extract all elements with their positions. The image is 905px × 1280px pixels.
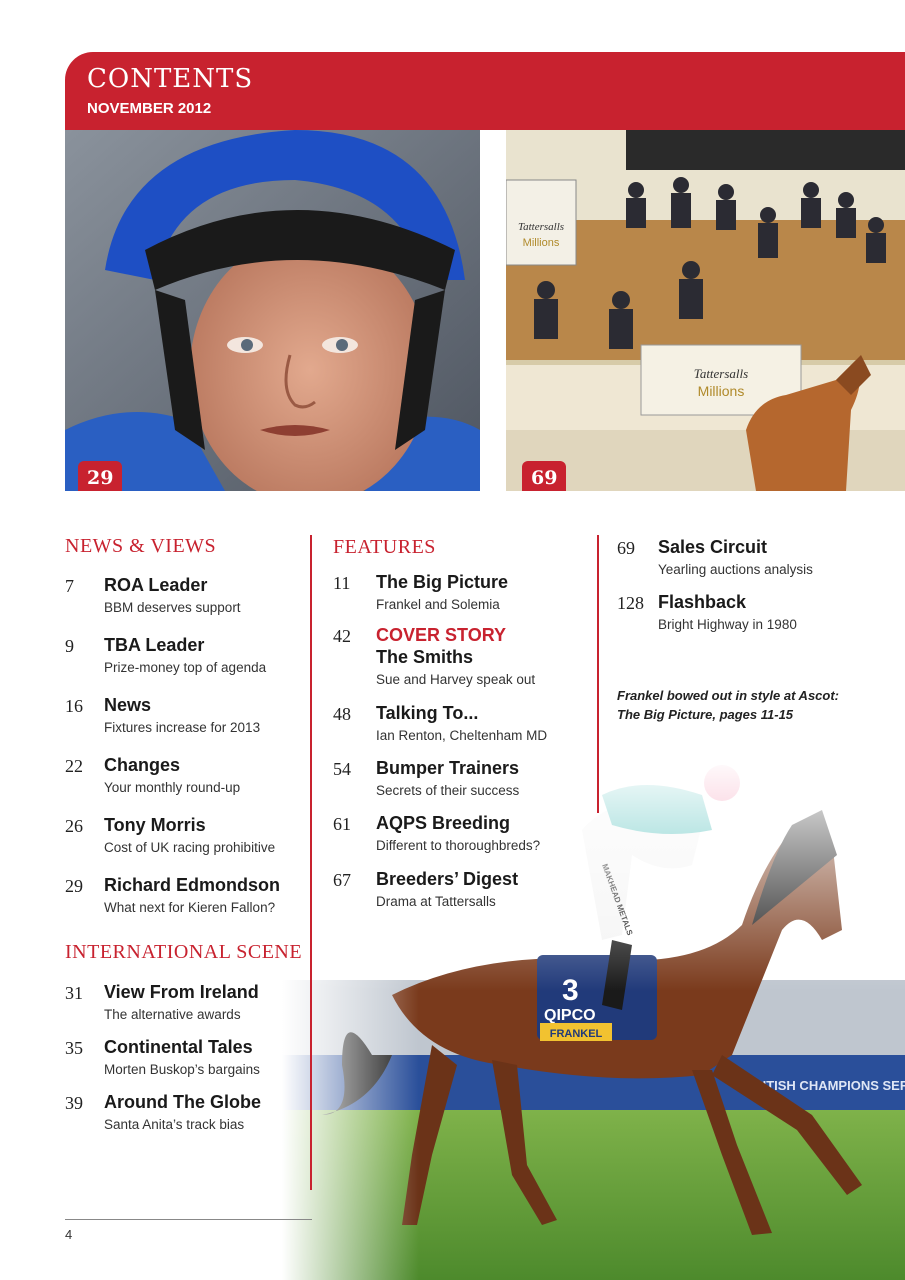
jockey-portrait-illustration: [65, 130, 480, 491]
toc-title: Bumper Trainers: [376, 758, 520, 778]
toc-title: TBA Leader: [104, 635, 205, 655]
page-badge-29[interactable]: 29: [78, 461, 122, 491]
toc-page-number: 9: [65, 636, 74, 656]
toc-page-number: 39: [65, 1093, 83, 1113]
toc-subtitle: Santa Anita’s track bias: [104, 1117, 245, 1132]
toc-subtitle: Fixtures increase for 2013: [104, 720, 261, 735]
toc-title: Changes: [104, 755, 181, 775]
sales-ring-photo[interactable]: [506, 130, 905, 491]
rostrum-tattersalls-text: Tattersalls: [693, 366, 749, 381]
toc-subtitle: Secrets of their success: [376, 783, 520, 798]
toc-title: Continental Tales: [104, 1037, 253, 1057]
caption-line-1: Frankel bowed out in style at Ascot:: [617, 688, 839, 703]
toc-subtitle: Bright Highway in 1980: [658, 617, 797, 632]
toc-subtitle: Drama at Tattersalls: [376, 894, 496, 909]
jockey-portrait-photo[interactable]: [65, 130, 480, 491]
toc-title: Talking To...: [376, 703, 479, 723]
toc-page-number: 7: [65, 576, 74, 596]
toc-title: The Smiths: [376, 647, 474, 667]
toc-subtitle: Ian Renton, Cheltenham MD: [376, 728, 548, 743]
section-heading-news-views: NEWS & VIEWS: [65, 535, 217, 557]
toc-title: ROA Leader: [104, 575, 208, 595]
toc-page-number: 29: [65, 876, 83, 896]
toc-subtitle: Yearling auctions analysis: [658, 562, 813, 577]
toc-subtitle: Sue and Harvey speak out: [376, 672, 536, 687]
toc-page-number: 48: [333, 704, 351, 724]
toc-subtitle: Prize-money top of agenda: [104, 660, 267, 675]
toc-title: Richard Edmondson: [104, 875, 281, 895]
toc-page-number: 31: [65, 983, 83, 1003]
page-number: 4: [65, 1227, 73, 1242]
toc-page-number: 26: [65, 816, 83, 836]
toc-page-number: 128: [617, 593, 644, 613]
toc-subtitle: Your monthly round-up: [104, 780, 241, 795]
page-badge-69[interactable]: 69: [522, 461, 566, 491]
sales-ring-illustration: [506, 130, 905, 491]
toc-title: View From Ireland: [104, 982, 259, 1002]
toc-page-number: 11: [333, 573, 351, 593]
column-divider-2: [597, 535, 599, 813]
millions-sign-text: Millions: [522, 237, 560, 249]
toc-page-number: 16: [65, 696, 83, 716]
section-heading-features: FEATURES: [333, 536, 436, 558]
caption-line-2: The Big Picture, pages 11-15: [617, 707, 794, 722]
column-divider-1: [310, 535, 312, 1190]
toc-page-number: 61: [333, 814, 351, 834]
contents-header: [65, 52, 905, 130]
toc-page-number: 42: [333, 626, 351, 646]
toc-title: Flashback: [658, 592, 747, 612]
section-heading-international: INTERNATIONAL SCENE: [65, 941, 303, 963]
toc-page-number: 67: [333, 870, 351, 890]
toc-subtitle: Different to thoroughbreds?: [376, 838, 541, 853]
rostrum-millions-text: Millions: [697, 383, 745, 399]
toc-page-number: 35: [65, 1038, 83, 1058]
tattersalls-sign-text: Tattersalls: [517, 221, 565, 233]
toc-subtitle: The alternative awards: [104, 1007, 241, 1022]
footer-rule: [65, 1219, 312, 1220]
toc-subtitle: BBM deserves support: [104, 600, 241, 615]
issue-date: NOVEMBER 2012: [87, 100, 212, 117]
toc-title: The Big Picture: [376, 572, 509, 592]
toc-subtitle: Cost of UK racing prohibitive: [104, 840, 276, 855]
toc-page-number: 22: [65, 756, 83, 776]
toc-subtitle: Frankel and Solemia: [376, 597, 500, 612]
contents-title: CONTENTS: [87, 64, 254, 94]
photo-caption: [617, 686, 839, 724]
toc-title: AQPS Breeding: [376, 813, 511, 833]
toc-title: News: [104, 695, 152, 715]
toc-subtitle: Morten Buskop’s bargains: [104, 1062, 260, 1077]
toc-title: Tony Morris: [104, 815, 206, 835]
toc-page-number: 69: [617, 538, 635, 558]
cover-story-label: COVER STORY: [376, 625, 507, 645]
toc-page-number: 54: [333, 759, 351, 779]
toc-title: Sales Circuit: [658, 537, 768, 557]
toc-subtitle: What next for Kieren Fallon?: [104, 900, 276, 915]
toc-title: Breeders’ Digest: [376, 869, 519, 889]
toc-title: Around The Globe: [104, 1092, 261, 1112]
